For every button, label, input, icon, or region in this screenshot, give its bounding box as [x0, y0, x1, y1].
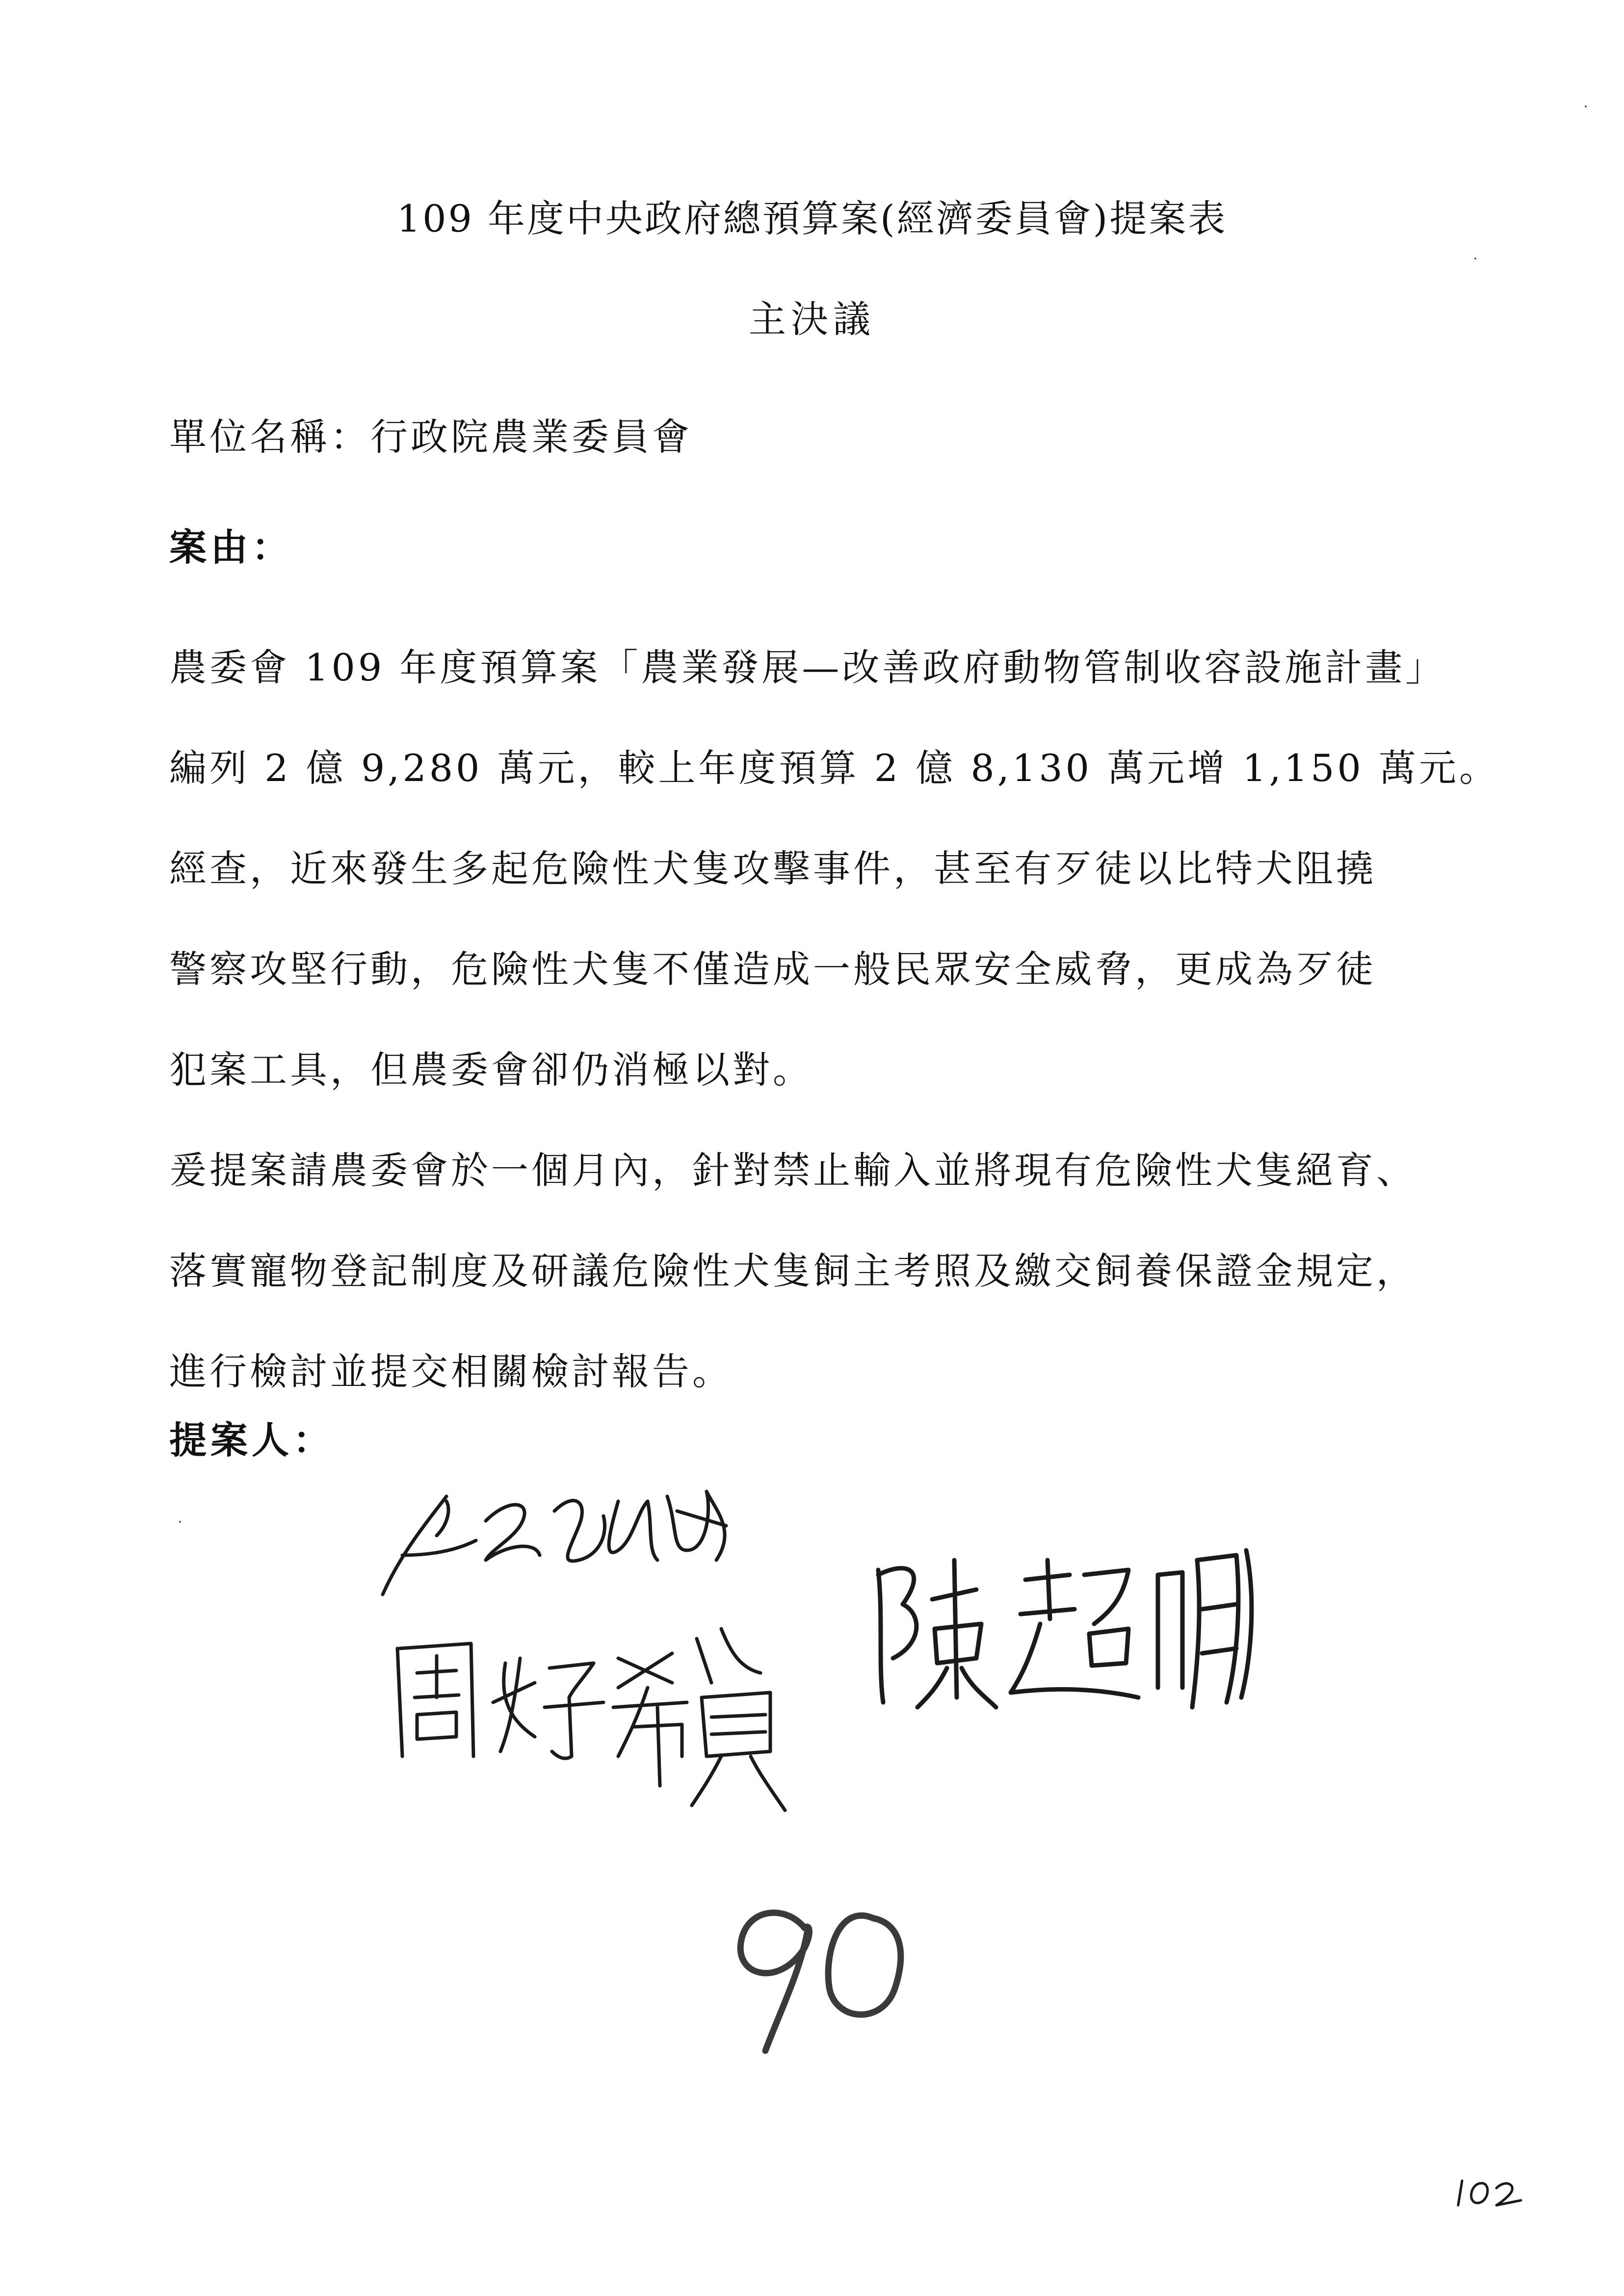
signature-2: [388, 1609, 790, 1817]
paragraph-line: 編列 2 億 9,280 萬元，較上年度預算 2 億 8,130 萬元增 1,150 萬元。: [169, 746, 1500, 790]
scan-speck: [1585, 105, 1587, 107]
paragraph-line: 經查，近來發生多起危險性犬隻攻擊事件，甚至有歹徒以比特犬阻撓: [169, 847, 1376, 890]
paragraph-line: 犯案工具，但農委會卻仍消極以對。: [169, 1048, 813, 1092]
document-title: 109 年度中央政府總預算案(經濟委員會)提案表: [396, 197, 1228, 240]
paragraph-line: 警察攻堅行動，危險性犬隻不僅造成一般民眾安全威脅，更成為歹徒: [169, 947, 1376, 991]
signature-3: [864, 1540, 1266, 1719]
cause-heading: 案由：: [169, 525, 293, 569]
scan-speck: [1474, 258, 1476, 260]
paragraph-line: 農委會 109 年度預算案「農業發展—改善政府動物管制收容設施計畫」: [169, 646, 1446, 689]
proposer-heading: 提案人：: [169, 1418, 334, 1462]
paragraph-line: 進行檢討並提交相關檢討報告。: [169, 1350, 733, 1393]
paragraph-line: 爰提案請農委會於一個月內，針對禁止輸入並將現有危險性犬隻絕育、: [169, 1148, 1416, 1192]
handwritten-number: [726, 1894, 913, 2058]
unit-name-line: 單位名稱：行政院農業委員會: [169, 415, 692, 459]
signature-1: [373, 1482, 746, 1611]
handwritten-page-note: [1452, 2173, 1526, 2215]
paragraph-line: 落實寵物登記制度及研議危險性犬隻飼主考照及繳交飼養保證金規定，: [169, 1249, 1416, 1293]
document-subtitle: 主決議: [749, 297, 875, 341]
scan-speck: [179, 1521, 181, 1523]
